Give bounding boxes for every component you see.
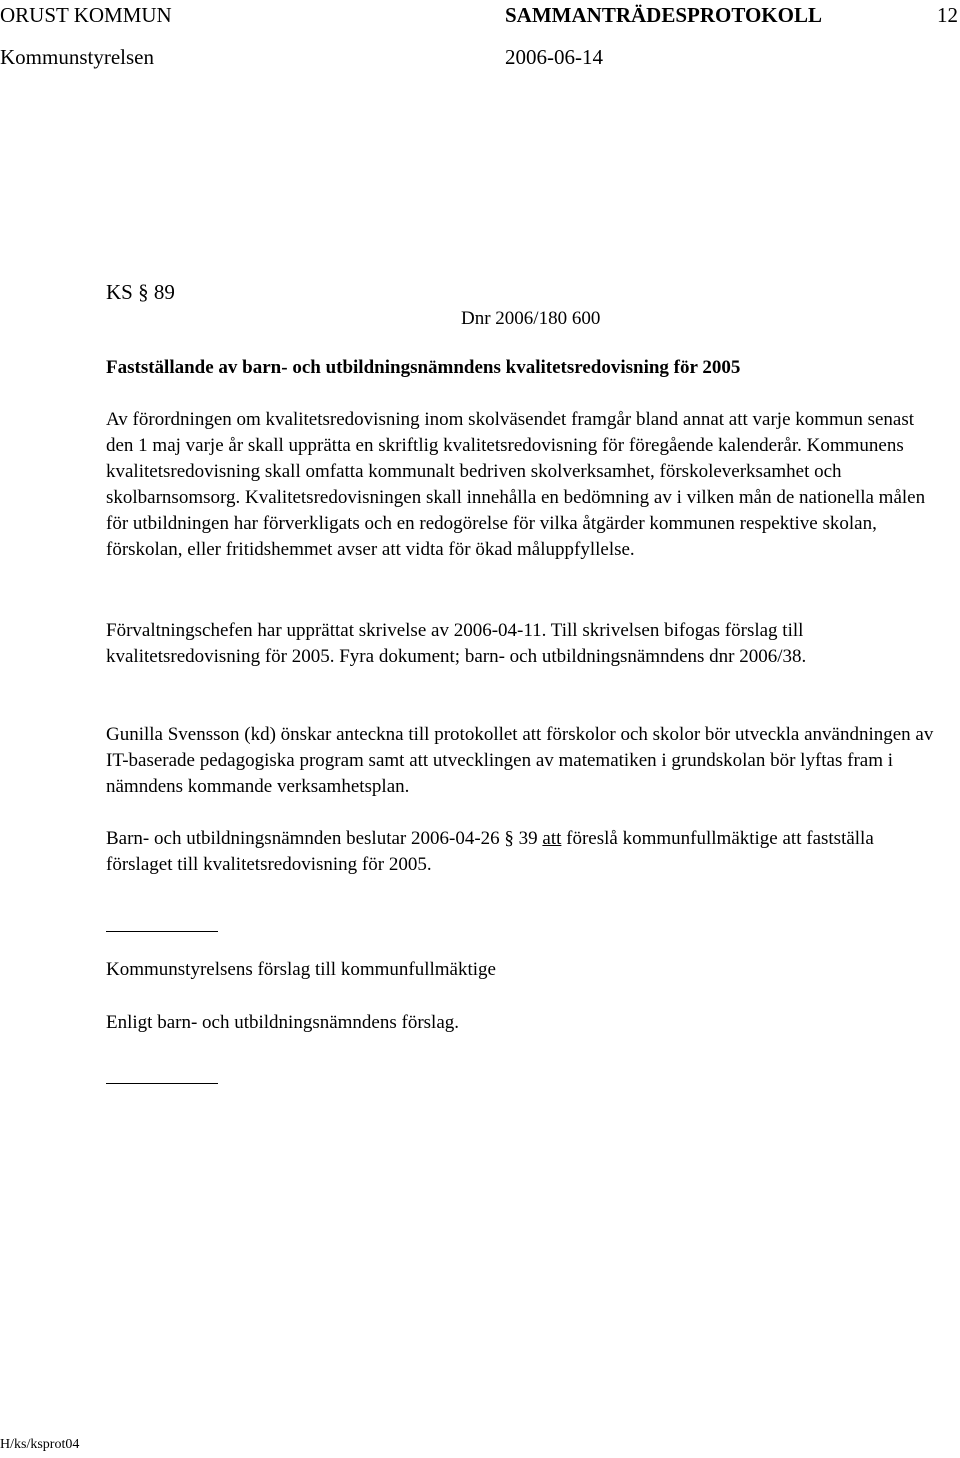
file-path-footer: H/ks/ksprot04	[0, 1437, 80, 1452]
separator-line	[106, 931, 218, 932]
decision-keyword: att	[542, 828, 562, 849]
case-number: KS § 89	[106, 280, 175, 304]
municipality-name: ORUST KOMMUN	[0, 3, 172, 27]
paragraph-text: Gunilla Svensson (kd) önskar anteckna till protokollet att förskolor och skolor bör utveckla användningen av IT-baserade pedagogiska program samt att utvecklingen av matematiken i grundskolan bör lyftas fram i nämndens kommande verksamhetsplan.	[106, 724, 934, 797]
decision-text-start: Barn- och utbildningsnämnden beslutar 2006-04-26 § 39	[106, 828, 543, 849]
paragraph-decision	[106, 826, 936, 878]
case-dnr: Dnr 2006/180 600	[461, 308, 601, 329]
proposal-heading: Kommunstyrelsens förslag till kommunfullmäktige	[106, 959, 496, 980]
paragraph-administration	[106, 618, 936, 670]
paragraph-text: Förvaltningschefen har upprättat skrivelse av 2006-04-11. Till skrivelsen bifogas förslag till kvalitetsredovisning för 2005. Fyra dokument; barn- och utbildningsnämndens dnr 2006/38.	[106, 620, 807, 667]
document-type: SAMMANTRÄDESPROTOKOLL	[505, 3, 822, 27]
case-title: Fastställande av barn- och utbildningsnämndens kvalitetsredovisning för 2005	[106, 357, 741, 378]
decision-text-end: föreslå kommunfullmäktige att fastställa förslaget till kvalitetsredovisning för 2005.	[106, 828, 874, 875]
meeting-date: 2006-06-14	[505, 45, 603, 69]
page-number: 12	[937, 3, 958, 27]
proposal-text: Enligt barn- och utbildningsnämndens förslag.	[106, 1012, 460, 1033]
paragraph-text: Av förordningen om kvalitetsredovisning inom skolväsendet framgår bland annat att varje kommun senast den 1 maj varje år skall upprätta en skriftlig kvalitetsredovisning för föregående kalenderår. Kommunens kvalitetsredovisning skall omfatta kommunalt bedriven skolverksamhet, förskoleverksamhet och skolbarnsomsorg. Kvalitetsredovisningen skall innehålla en bedömning av i vilken mån de nationella målen för utbildningen har förverkligats och en redogörelse för vilka åtgärder kommunen respektive skolan, förskolan, eller fritidshemmet avser att vidta för ökad måluppfyllelse.	[106, 409, 926, 560]
separator-line	[106, 1083, 218, 1084]
paragraph-background	[106, 407, 936, 563]
committee-name: Kommunstyrelsen	[0, 45, 154, 69]
paragraph-note	[106, 722, 936, 800]
